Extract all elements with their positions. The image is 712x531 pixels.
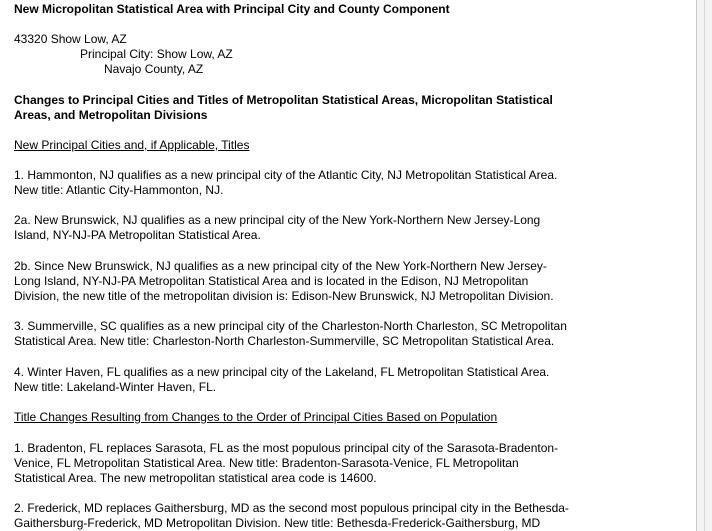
item-2a-line-2: Island, NY-NJ-PA Metropolitan Statistical Area. (14, 228, 261, 242)
title-item-1-line-1: 1. Bradenton, FL replaces Sarasota, FL as the most populous principal city of the Sarasota-Bradenton- (14, 441, 559, 455)
item-1-line-2: New title: Atlantic City-Hammonton, NJ. (14, 183, 224, 197)
micro-county: Navajo County, AZ (104, 62, 204, 76)
item-2a-line-1: 2a. New Brunswick, NJ qualifies as a new principal city of the New York-Northern New Jersey-Long (14, 213, 541, 227)
item-1-line-1: 1. Hammonton, NJ qualifies as a new principal city of the Atlantic City, NJ Metropolitan Statistical Area. (14, 168, 558, 182)
vertical-scrollbar[interactable] (696, 0, 712, 531)
item-3-line-2: Statistical Area. New title: Charleston-North Charleston-Summerville, SC Metropolitan Statistical Area. (14, 334, 555, 348)
title-changes-heading: Title Changes Resulting from Changes to the Order of Principal Cities Based on Population (14, 410, 498, 424)
micro-area-code-line: 43320 Show Low, AZ (14, 32, 127, 46)
item-2b-line-2: Long Island, NY-NJ-PA Metropolitan Statistical Area and is located in the Edison, NJ Metropolitan (14, 274, 529, 288)
title-item-2-line-1: 2. Frederick, MD replaces Gaithersburg, MD as the second most populous principal city in the Bethesda- (14, 501, 569, 515)
item-2b-line-1: 2b. Since New Brunswick, NJ qualifies as a new principal city of the New York-Northern New Jersey- (14, 259, 547, 273)
changes-heading-line-2: Areas, and Metropolitan Divisions (14, 108, 208, 122)
title-item-1-line-3: Statistical Area. The new metropolitan statistical area code is 14600. (14, 471, 377, 485)
micro-principal-city: Principal City: Show Low, AZ (80, 47, 233, 61)
item-3-line-1: 3. Summerville, SC qualifies as a new principal city of the Charleston-North Charleston, SC Metropolitan (14, 319, 567, 333)
micropolitan-heading: New Micropolitan Statistical Area with Principal City and County Component (14, 2, 450, 16)
changes-heading-line-1: Changes to Principal Cities and Titles of Metropolitan Statistical Areas, Micropolitan Statistical (14, 93, 553, 107)
item-2b-line-3: Division, the new title of the metropolitan division is: Edison-New Brunswick, NJ Metropolitan Division. (14, 289, 554, 303)
item-4-line-1: 4. Winter Haven, FL qualifies as a new principal city of the Lakeland, FL Metropolitan Statistical Area. (14, 365, 550, 379)
title-item-2-line-2: Gaithersburg-Frederick, MD Metropolitan Division. New title: Bethesda-Frederick-Gaithersburg, MD (14, 516, 541, 530)
new-principal-cities-heading: New Principal Cities and, if Applicable, Titles (14, 138, 250, 152)
item-4-line-2: New title: Lakeland-Winter Haven, FL. (14, 380, 217, 394)
scrollbar-track (704, 0, 705, 531)
title-item-1-line-2: Venice, FL Metropolitan Statistical Area. New title: Bradenton-Sarasota-Venice, FL Metropolitan (14, 456, 519, 470)
